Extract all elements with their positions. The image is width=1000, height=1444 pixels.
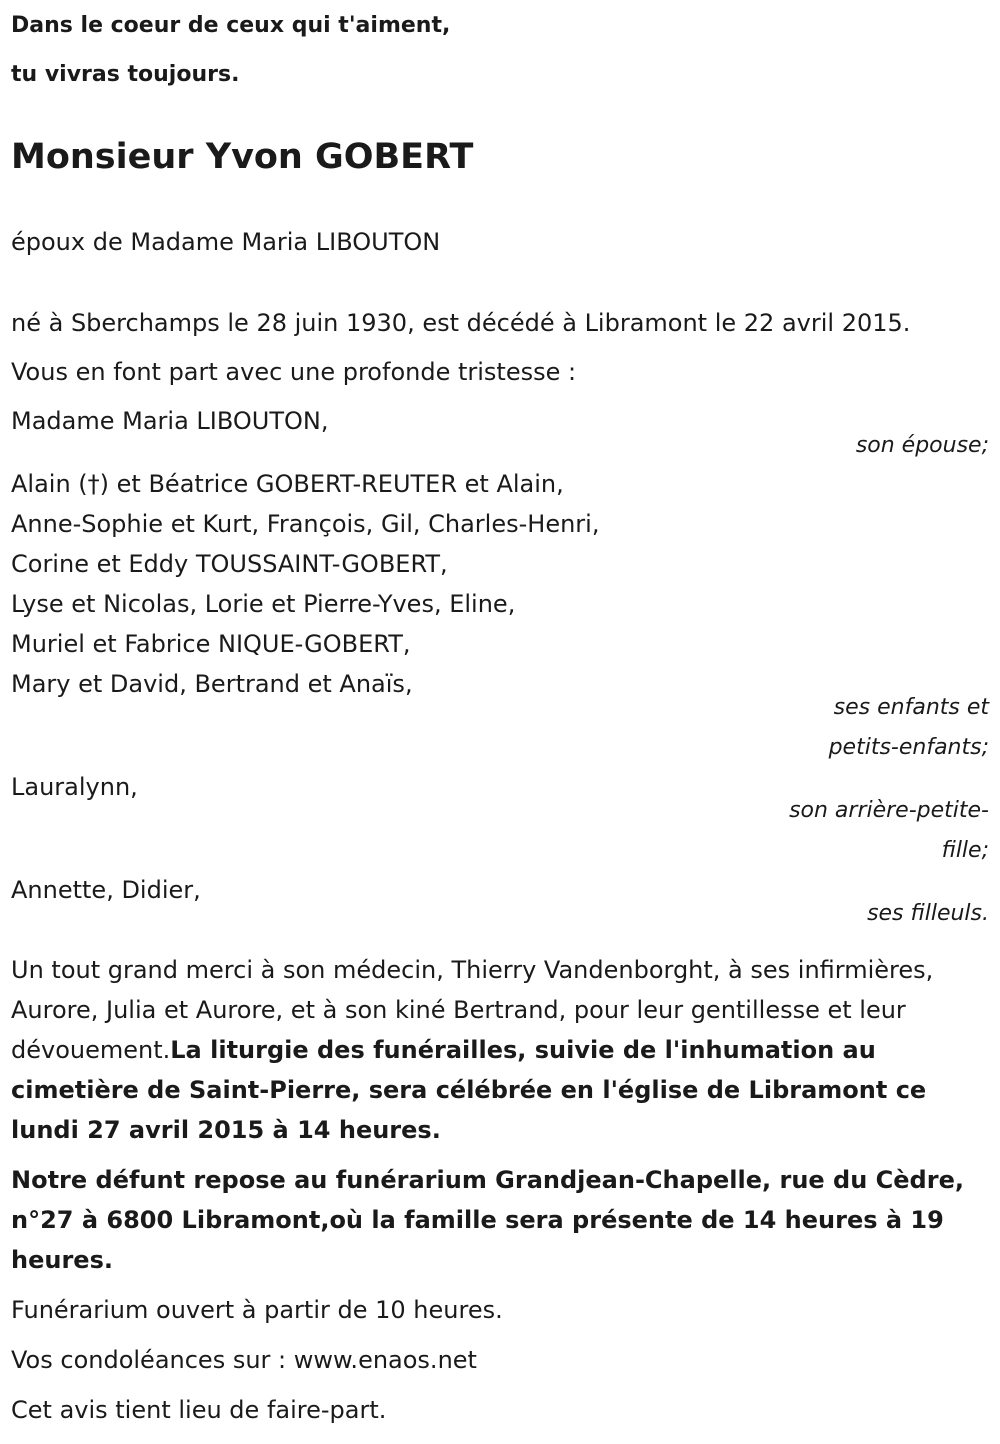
condolences-line: Vos condoléances sur : www.enaos.net bbox=[11, 1346, 477, 1374]
family-children-relation-2: petits-enfants; bbox=[828, 735, 989, 760]
notice-line: Cet avis tient lieu de faire-part. bbox=[11, 1396, 387, 1424]
thanks-paragraph bbox=[11, 950, 991, 1150]
family-spouse-name: Madame Maria LIBOUTON, bbox=[11, 407, 329, 435]
family-great-grandchild-relation-2: fille; bbox=[941, 838, 989, 863]
family-great-grandchild-name: Lauralynn, bbox=[11, 773, 138, 801]
spouse-line: époux de Madame Maria LIBOUTON bbox=[11, 228, 441, 256]
family-great-grandchild-relation-1: son arrière-petite- bbox=[789, 798, 989, 823]
deceased-name: Monsieur Yvon GOBERT bbox=[11, 137, 474, 177]
family-children-line-4: Lyse et Nicolas, Lorie et Pierre-Yves, Eline, bbox=[11, 590, 516, 618]
birth-death-line: né à Sberchamps le 28 juin 1930, est décédé à Libramont le 22 avril 2015. bbox=[11, 309, 911, 337]
family-children-line-1: Alain (†) et Béatrice GOBERT-REUTER et Alain, bbox=[11, 470, 564, 498]
announcement-line: Vous en font part avec une profonde tristesse : bbox=[11, 358, 577, 386]
repose-paragraph: Notre défunt repose au funérarium Grandjean-Chapelle, rue du Cèdre, n°27 à 6800 Libramont,où la famille sera présente de 14 heures à 19 heures. bbox=[11, 1166, 964, 1274]
thanks-text: Un tout grand merci à son médecin, Thierry Vandenborght, à ses infirmières, Aurore, Julia et Aurore, et à son kiné Bertrand, pour leur gentillesse et leur dévouement. bbox=[11, 956, 934, 1064]
funerarium-opening: Funérarium ouvert à partir de 10 heures. bbox=[11, 1296, 503, 1324]
family-children-line-5: Muriel et Fabrice NIQUE-GOBERT, bbox=[11, 630, 411, 658]
family-children-line-3: Corine et Eddy TOUSSAINT-GOBERT, bbox=[11, 550, 448, 578]
family-godchildren-names: Annette, Didier, bbox=[11, 876, 201, 904]
family-children-relation-1: ses enfants et bbox=[833, 695, 989, 720]
funeral-details: La liturgie des funérailles, suivie de l'inhumation au cimetière de Saint-Pierre, sera célébrée en l'église de Libramont ce lundi 27 avril 2015 à 14 heures. bbox=[11, 1036, 927, 1144]
family-children-line-6: Mary et David, Bertrand et Anaïs, bbox=[11, 670, 413, 698]
family-spouse-relation: son épouse; bbox=[855, 433, 989, 458]
epitaph-line-2: tu vivras toujours. bbox=[11, 62, 240, 87]
epitaph-line-1: Dans le coeur de ceux qui t'aiment, bbox=[11, 13, 451, 38]
family-children-line-2: Anne-Sophie et Kurt, François, Gil, Charles-Henri, bbox=[11, 510, 600, 538]
family-godchildren-relation: ses filleuls. bbox=[867, 901, 989, 926]
